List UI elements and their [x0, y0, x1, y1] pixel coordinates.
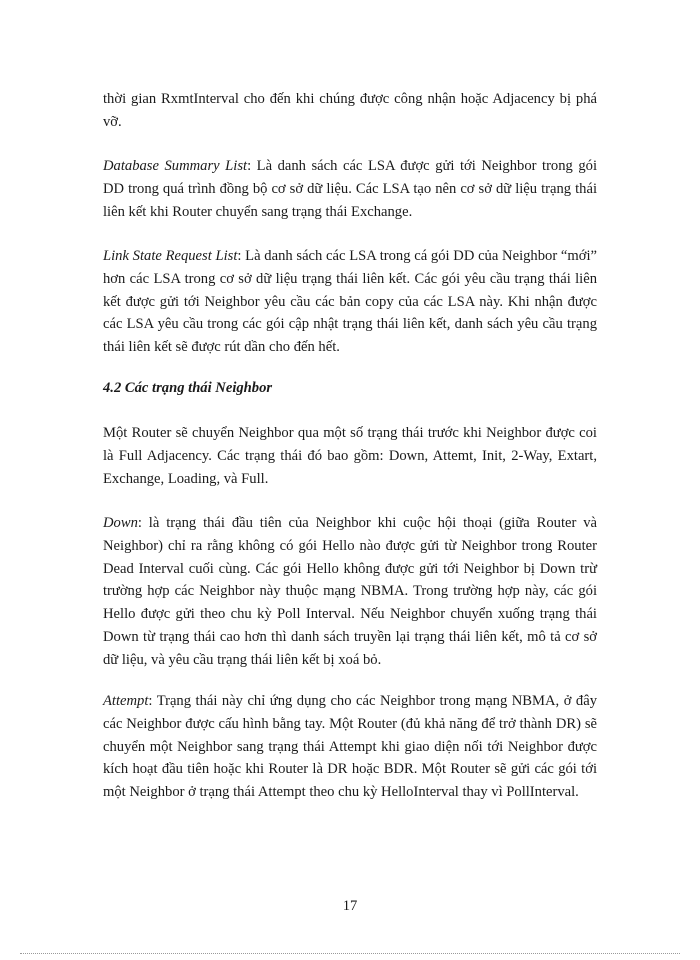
paragraph-text: : Là danh sách các LSA trong cá gói DD của Neighbor “mới” hơn các LSA trong cơ sở dữ liệu trạng thái liên kết. Các gói yêu cầu trạng thái liên kết được gửi tới Neighbor yêu cầu các bản copy của các LSA này. Khi nhận được các LSA yêu cầu trong các gói cập nhật trạng thái liên kết, danh sách yêu cầu trạng thái liên kết sẽ được rút dần cho đến hết.: [103, 248, 597, 356]
page-number: 17: [342, 898, 358, 914]
paragraph-attempt-state: [103, 690, 597, 804]
paragraph-text: Một Router sẽ chuyển Neighbor qua một số trạng thái trước khi Neighbor được coi là Full Adjacency. Các trạng thái đó bao gồm: Down, Attemt, Init, 2-Way, Extart, Exchange, Loading, và Full.: [103, 425, 597, 487]
paragraph-database-summary-list: [103, 155, 597, 223]
paragraph-text: : Trạng thái này chỉ ứng dụng cho các Neighbor trong mạng NBMA, ở đây các Neighbor được cấu hình bằng tay. Một Router (đủ khả năng để trở thành DR) sẽ chuyển một Neighbor sang trạng thái Attempt khi giao diện nối tới Neighbor được kích hoạt đầu tiên hoặc khi Router là DR hoặc BDR. Một Router sẽ gửi các gói tới một Neighbor ở trạng thái Attempt theo chu kỳ HelloInterval thay vì PollInterval.: [103, 693, 597, 801]
page-bottom-divider: [20, 953, 680, 954]
paragraph-down-state: [103, 512, 597, 672]
term-link-state-request-list: Link State Request List: [103, 248, 238, 264]
term-database-summary-list: Database Summary List: [103, 158, 248, 174]
term-attempt: Attempt: [103, 693, 149, 709]
paragraph-text: : là trạng thái đầu tiên của Neighbor khi cuộc hội thoại (giữa Router và Neighbor) chỉ ra rằng không có gói Hello nào được gửi từ Neighbor trong Router Dead Interval cuối cùng. Các gói Hello không được gửi tới Neighbor bị Down trừ trường hợp các Neighbor này thuộc mạng NBMA. Trong trường hợp này, các gói Hello được gửi theo chu kỳ Poll Interval. Nếu Neighbor chuyển xuống trạng thái Down từ trạng thái cao hơn thì danh sách truyền lại trạng thái liên kết, mô tả cơ sở dữ liệu, và yêu cầu trạng thái liên kết bị xoá bỏ.: [103, 515, 597, 668]
paragraph-rxmt-interval: [103, 88, 597, 134]
term-down: Down: [103, 515, 138, 531]
section-heading: 4.2 Các trạng thái Neighbor: [103, 380, 273, 396]
paragraph-text: : Là danh sách các LSA được gửi tới Neighbor trong gói DD trong quá trình đồng bộ cơ sở dữ liệu. Các LSA tạo nên cơ sở dữ liệu trạng thái liên kết khi Router chuyển sang trạng thái Exchange.: [103, 158, 598, 220]
paragraph-link-state-request-list: [103, 245, 597, 359]
paragraph-text: thời gian RxmtInterval cho đến khi chúng được công nhận hoặc Adjacency bị phá vỡ.: [103, 91, 597, 130]
paragraph-neighbor-states-intro: [103, 422, 597, 490]
